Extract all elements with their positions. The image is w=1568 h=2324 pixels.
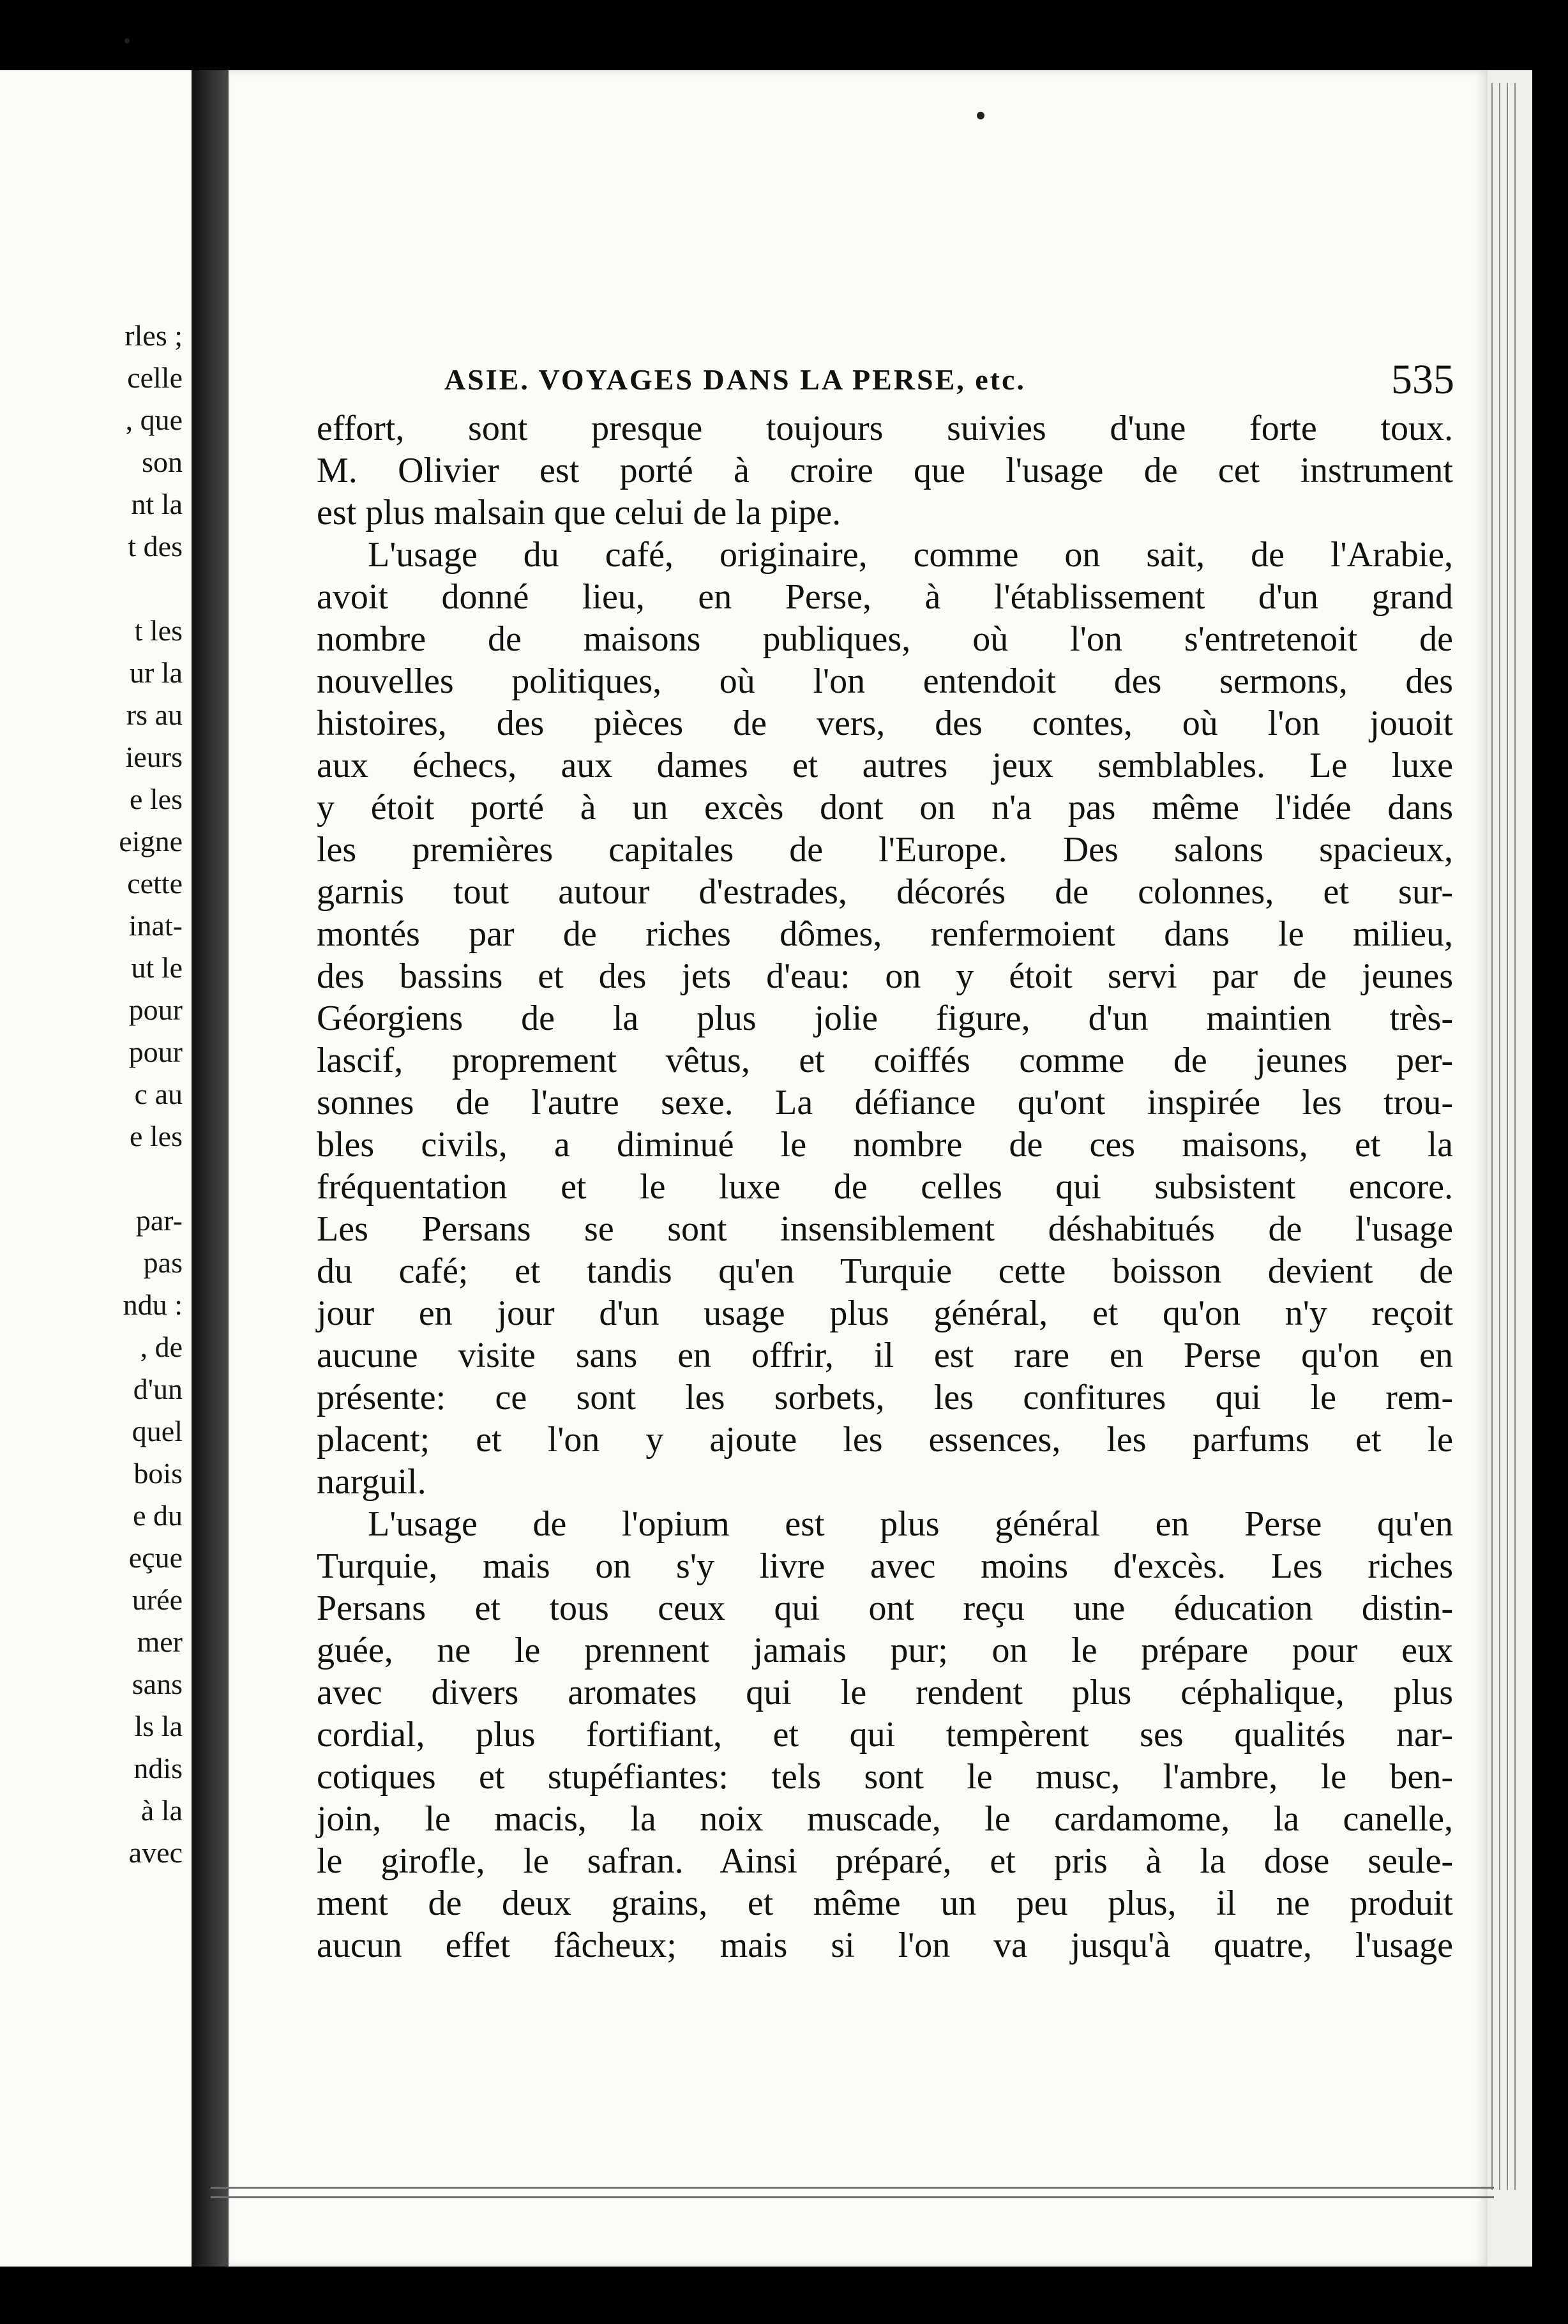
text-line: Les Persans se sont insensiblement déshabitués de l'usage [317, 1209, 1453, 1249]
text-line: lascif, proprement vêtus, et coiffés comme de jeunes per- [317, 1041, 1453, 1080]
previous-page-line: ndis [133, 1752, 183, 1784]
previous-page-line: sans [132, 1668, 183, 1700]
page-edge-line [1499, 83, 1500, 2190]
page-edge-line [1491, 83, 1493, 2190]
page-bottom-edge [211, 2196, 1494, 2198]
text-line: sonnes de l'autre sexe. La défiance qu'ont inspirée les trou- [317, 1083, 1453, 1122]
text-line: garnis tout autour d'estrades, décorés de colonnes, et sur- [317, 872, 1453, 912]
previous-page-line: ls la [134, 1710, 183, 1742]
text-line: guée, ne le prennent jamais pur; on le prépare pour eux [317, 1631, 1453, 1670]
previous-page-line: e du [133, 1499, 183, 1532]
text-line: cotiques et stupéfiantes: tels sont le musc, l'ambre, le ben- [317, 1757, 1453, 1797]
text-line: histoires, des pièces de vers, des contes, où l'on jouoit [317, 704, 1453, 743]
text-line: effort, sont presque toujours suivies d'une forte toux. [317, 409, 1453, 448]
previous-page-line: ndu : [123, 1288, 183, 1321]
previous-page-line: ur la [129, 656, 183, 689]
text-line: fréquentation et le luxe de celles qui subsistent encore. [317, 1167, 1453, 1207]
previous-page-line: urée [132, 1583, 183, 1616]
text-line: aux échecs, aux dames et autres jeux semblables. Le luxe [317, 746, 1453, 785]
text-line: jour en jour d'un usage plus général, et qu'on n'y reçoit [317, 1294, 1453, 1333]
previous-page-line: eçue [128, 1541, 183, 1574]
text-line: avoit donné lieu, en Perse, à l'établissement d'un grand [317, 577, 1453, 617]
previous-page-line: pour [128, 993, 183, 1026]
text-line: ment de deux grains, et même un peu plus, il ne produit [317, 1883, 1453, 1923]
previous-page-line: ieurs [125, 741, 183, 773]
previous-page [0, 70, 192, 2267]
running-head: ASIE. VOYAGES DANS LA PERSE, etc. [444, 363, 1026, 396]
paragraph-first-line: L'usage du café, originaire, comme on sait, de l'Arabie, [368, 535, 1453, 575]
text-line: des bassins et des jets d'eau: on y étoit servi par de jeunes [317, 956, 1453, 996]
book-gutter [192, 70, 229, 2267]
text-line: aucun effet fâcheux; mais si l'on va jusqu'à quatre, l'usage [317, 1926, 1453, 1965]
previous-page-line: eigne [119, 825, 183, 857]
text-line: du café; et tandis qu'en Turquie cette boisson devient de [317, 1251, 1453, 1291]
previous-page-line: pour [128, 1036, 183, 1068]
previous-page-line: quel [132, 1415, 183, 1447]
text-line: avec divers aromates qui le rendent plus céphalique, plus [317, 1673, 1453, 1712]
text-line: Géorgiens de la plus jolie figure, d'un maintien très- [317, 999, 1453, 1038]
text-line: join, le macis, la noix muscade, le cardamome, la canelle, [317, 1799, 1453, 1839]
previous-page-line: celle [127, 361, 183, 394]
text-line: le girofle, le safran. Ainsi préparé, et pris à la dose seule- [317, 1841, 1453, 1881]
previous-page-line: à la [140, 1794, 183, 1827]
text-line: placent; et l'on y ajoute les essences, les parfums et le [317, 1420, 1453, 1460]
previous-page-line: nt la [131, 488, 183, 520]
previous-page-line: par- [135, 1204, 183, 1237]
text-line: M. Olivier est porté à croire que l'usage de cet instrument [317, 451, 1453, 490]
text-line: narguil. [317, 1462, 426, 1502]
text-line: Turquie, mais on s'y livre avec moins d'excès. Les riches [317, 1546, 1453, 1586]
previous-page-line: rles ; [124, 319, 183, 352]
previous-page-line: , que [125, 404, 183, 436]
previous-page-line: t les [134, 614, 183, 647]
text-line: les premières capitales de l'Europe. Des salons spacieux, [317, 830, 1453, 870]
previous-page-line: pas [143, 1246, 183, 1279]
previous-page-line: t des [128, 530, 183, 562]
page [229, 70, 1488, 2267]
previous-page-line: c au [134, 1078, 183, 1110]
previous-page-line: e les [129, 1120, 183, 1152]
body-text [317, 407, 1453, 1966]
text-line: Persans et tous ceux qui ont reçu une éducation distin- [317, 1588, 1453, 1628]
previous-page-line: ut le [131, 951, 183, 984]
page-edge-strip [1488, 70, 1532, 2267]
previous-page-line: , de [140, 1331, 183, 1363]
page-bottom-edge [211, 2187, 1494, 2189]
previous-page-line: cette [127, 867, 183, 900]
text-line: présente: ce sont les sorbets, les confitures qui le rem- [317, 1378, 1453, 1417]
previous-page-line: rs au [126, 698, 183, 731]
paragraph-first-line: L'usage de l'opium est plus général en Perse qu'en [368, 1504, 1453, 1544]
text-line: nouvelles politiques, où l'on entendoit des sermons, des [317, 661, 1453, 701]
page-edge-line [1507, 83, 1508, 2190]
text-line: cordial, plus fortifiant, et qui tempèrent ses qualités nar- [317, 1715, 1453, 1754]
previous-page-line: bois [133, 1457, 183, 1490]
previous-page-line: inat- [128, 909, 183, 942]
ink-speck [124, 38, 130, 43]
text-line: montés par de riches dômes, renfermoient dans le milieu, [317, 914, 1453, 954]
previous-page-line: son [142, 446, 183, 478]
text-line: y étoit porté à un excès dont on n'a pas même l'idée dans [317, 788, 1453, 827]
ink-speck [977, 112, 984, 119]
previous-page-line: e les [129, 783, 183, 815]
text-line: aucune visite sans en offrir, il est rare en Perse qu'on en [317, 1336, 1453, 1375]
previous-page-line: avec [128, 1836, 183, 1869]
page-edge-line [1514, 83, 1516, 2190]
text-line: nombre de maisons publiques, où l'on s'entretenoit de [317, 619, 1453, 659]
page-header [229, 354, 1454, 405]
text-line: est plus malsain que celui de la pipe. [317, 493, 841, 532]
text-line: bles civils, a diminué le nombre de ces maisons, et la [317, 1125, 1453, 1165]
previous-page-line: mer [137, 1626, 183, 1658]
previous-page-line: d'un [133, 1373, 183, 1405]
page-number: 535 [1391, 356, 1454, 403]
